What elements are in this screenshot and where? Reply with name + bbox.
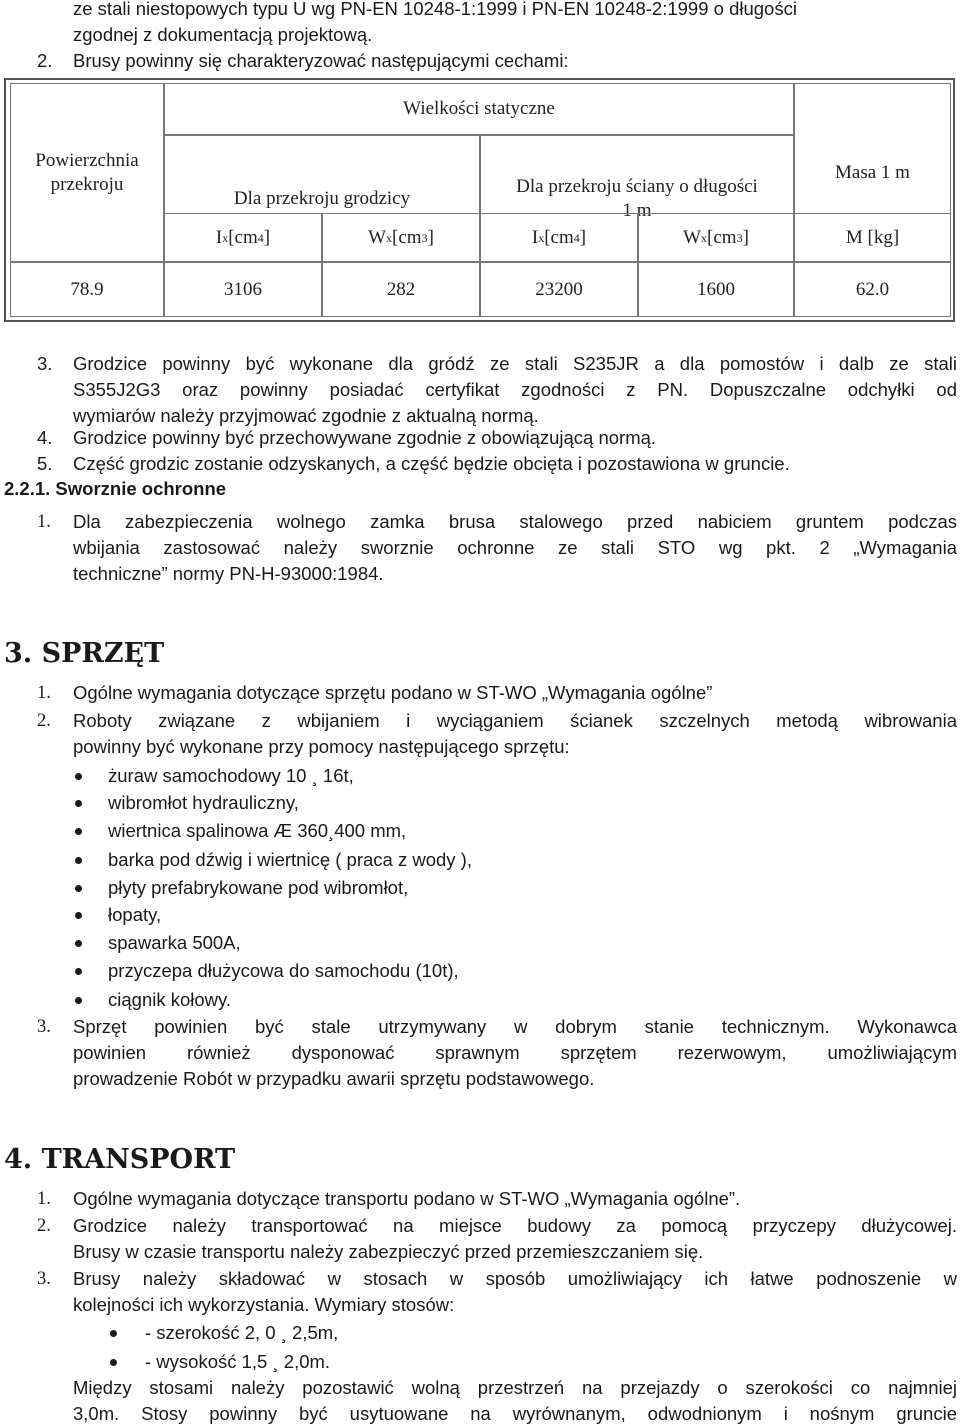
unit-sup: 3 [421,230,428,245]
value-wx-pile: 282 [322,262,480,317]
bullet-dot [75,940,82,947]
section-4-closing [73,1375,957,1427]
list-a-item-4: Grodzice powinny być przechowywane zgodnie z obowiązującą normą. [73,427,657,448]
bullet-dot [75,857,82,864]
text-line: Sprzęt powinien być stale utrzymywany w dobrym stanie technicznym. Wykonawca [73,1016,957,1037]
value-ix-pile: 3106 [164,262,322,317]
unit-sym: I [215,226,223,248]
value-area: 78.9 [10,262,164,317]
item-number: 2. [37,1216,51,1236]
bullet-dot [110,1330,117,1337]
section-3-item-3 [73,1014,957,1092]
bullet-dot [75,912,82,919]
item-number: 3. [37,1017,51,1037]
header-wall-line-1: Dla przekroju ściany o długości [516,175,758,197]
unit-mass: M [kg] [794,213,951,262]
text-line: powinien również dysponować sprawnym sprzętem rezerwowym, umożliwiającym [73,1042,957,1063]
intro-line-1: ze stali niestopowych typu U wg PN-EN 10248-1:1999 i PN-EN 10248-2:1999 o długości [73,0,797,19]
unit-close: ] [427,226,434,248]
equipment-item: wibromłot hydrauliczny, [108,792,299,813]
header-wall-line-2: 1 m [622,199,652,221]
item-number: 1. [37,512,51,532]
bullet-dot [75,828,82,835]
unit-sub: x [386,230,393,245]
equipment-item: barka pod dźwig i wiertnicę ( praca z wody ), [108,849,472,870]
text-line: powinny być wykonane przy pomocy następującego sprzętu: [73,736,570,757]
item-number: 2. [37,711,51,731]
text-line: prowadzenie Robót w przypadku awarii sprzętu podstawowego. [73,1068,595,1089]
equipment-item: łopaty, [108,904,162,925]
equipment-item: żuraw samochodowy 10 ¸ 16t, [108,765,354,786]
bullet-dot [75,773,82,780]
unit-close: ] [579,226,587,248]
item-number: 1. [37,683,51,703]
bullet-dot [110,1359,117,1366]
unit-sym: W [368,226,387,248]
text-line: 3,0m. Stosy powinny być usytuowane na wyrównanym, odwodnionym i nośnym gruncie [73,1403,957,1424]
unit-text: [cm [228,226,258,248]
unit-sym: W [683,226,702,248]
stack-dimension: - szerokość 2, 0 ¸ 2,5m, [145,1322,339,1343]
section-4-item-1: Ogólne wymagania dotyczące transportu podano w ST-WO „Wymagania ogólne”. [73,1188,741,1209]
section-heading: 3. SPRZĘT [4,638,165,669]
unit-ix-wall [480,213,638,262]
text-line: Między stosami należy pozostawić wolną przestrzeń na przejazdy o szerokości co najmniej [73,1377,957,1398]
unit-wx-wall [638,213,794,262]
text-line: Grodzice powinny być wykonane dla gródź ze stali S235JR a dla pomostów i dalb ze stali [73,353,957,374]
equipment-item: płyty prefabrykowane pod wibromłot, [108,877,409,898]
item-number: 3. [37,353,53,374]
header-area-line-2: przekroju [50,173,124,195]
bullet-dot [75,885,82,892]
value-mass: 62.0 [794,262,951,317]
unit-text: [cm [544,226,574,248]
unit-text: [cm [707,226,737,248]
unit-area-empty [10,213,164,262]
unit-sub: x [538,230,545,245]
item-number: 1. [37,1189,51,1209]
text-line: Brusy w czasie transportu należy zabezpieczyć przed przemieszczaniem się. [73,1241,704,1262]
text-line: techniczne” normy PN-H-93000:1984. [73,563,384,584]
text-line: Grodzice należy transportować na miejsce budowy za pomocą przyczepy dłużycowej. [73,1215,957,1236]
header-area-line-1: Powierzchnia [35,149,139,171]
section-4-item-3 [73,1266,957,1318]
bullet-dot [75,800,82,807]
text-line: Brusy należy składować w stosach w sposób umożliwiający ich łatwe podnoszenie w [73,1268,957,1289]
intro-line-2: zgodnej z dokumentacją projektową. [73,24,373,45]
section-4-item-2 [73,1213,957,1265]
list-a-item-5: Część grodzic zostanie odzyskanych, a część będzie obcięta i pozostawiona w gruncie. [73,453,790,474]
sworznie-item-1 [73,509,957,587]
header-static-group: Wielkości statyczne [164,83,794,135]
unit-sup: 4 [573,230,580,245]
equipment-item: ciągnik kołowy. [108,989,232,1010]
unit-sup: 4 [257,230,264,245]
text-line: kolejności ich wykorzystania. Wymiary stosów: [73,1294,455,1315]
section-heading: 4. TRANSPORT [4,1144,236,1175]
section-3-item-1: Ogólne wymagania dotyczące sprzętu podano w ST-WO „Wymagania ogólne” [73,682,713,703]
list-a-item-3 [73,351,957,429]
text-line: Dla zabezpieczenia wolnego zamka brusa stalowego przed nabiciem gruntem podczas [73,511,957,532]
unit-ix-pile [164,213,322,262]
static-properties-table [4,78,955,322]
subsection-heading: 2.2.1. Sworznie ochronne [4,478,227,499]
unit-text: [cm [392,226,422,248]
unit-sub: x [222,230,229,245]
section-3-item-2 [73,708,957,760]
unit-wx-pile [322,213,480,262]
bullet-dot [75,968,82,975]
equipment-item: wiertnica spalinowa Æ 360¸400 mm, [108,820,407,841]
item-number: 4. [37,427,53,448]
item-number: 5. [37,453,53,474]
header-mass: Masa 1 m [794,83,951,262]
unit-sup: 3 [736,230,743,245]
stack-dimension: - wysokość 1,5 ¸ 2,0m. [145,1351,331,1372]
item-number: 2. [37,50,53,71]
text-line: S355J2G3 oraz powinny posiadać certyfikat zgodności z PN. Dopuszczalne odchyłki od [73,379,957,400]
header-pile-section: Dla przekroju grodzicy [164,135,480,262]
value-ix-wall: 23200 [480,262,638,317]
unit-close: ] [263,226,271,248]
text-line: wymiarów należy przyjmować zgodnie z aktualną normą. [73,405,539,426]
bullet-dot [75,997,82,1004]
unit-close: ] [742,226,749,248]
item-number: 3. [37,1269,51,1289]
value-wx-wall: 1600 [638,262,794,317]
text-line: Roboty związane z wbijaniem i wyciąganiem ścianek szczelnych metodą wibrowania [73,710,957,731]
text-line: wbijania zastosować należy sworznie ochronne ze stali STO wg pkt. 2 „Wymagania [73,537,957,558]
equipment-item: spawarka 500A, [108,932,241,953]
unit-sym: I [531,226,539,248]
intro-item-2-text: Brusy powinny się charakteryzować następującymi cechami: [73,50,569,71]
unit-sub: x [701,230,708,245]
equipment-item: przyczepa dłużycowa do samochodu (10t), [108,960,459,981]
